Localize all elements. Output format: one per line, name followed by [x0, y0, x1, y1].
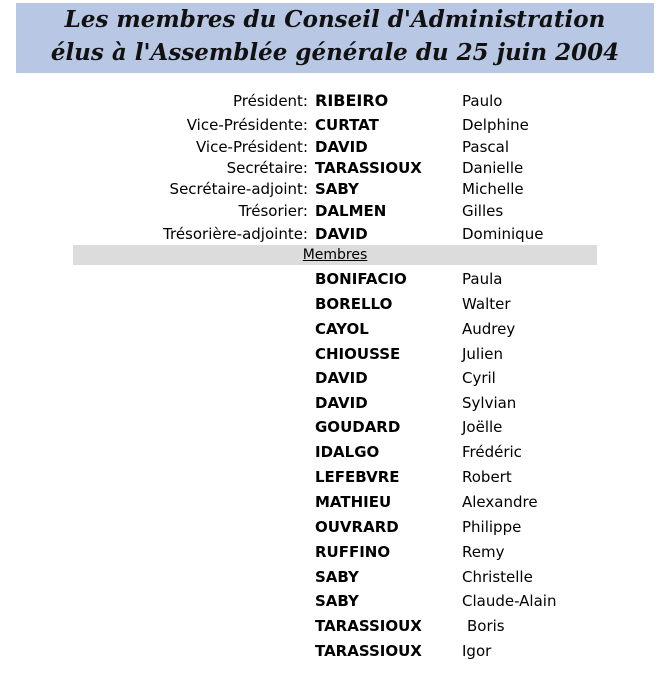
member-row [0, 343, 670, 365]
officer-firstname: Paulo [462, 92, 503, 110]
member-surname: DAVID [315, 369, 368, 387]
member-firstname: Christelle [462, 568, 533, 586]
member-row [0, 466, 670, 488]
officer-firstname: Michelle [462, 180, 524, 198]
member-firstname: Remy [462, 543, 505, 561]
member-surname: TARASSIOUX [315, 642, 422, 660]
officer-row [0, 157, 670, 179]
member-surname: SABY [315, 592, 359, 610]
officer-firstname: Delphine [462, 116, 529, 134]
officer-surname: DAVID [315, 138, 368, 156]
member-row [0, 566, 670, 588]
officer-firstname: Dominique [462, 225, 544, 243]
officer-role: Trésorière-adjointe: [163, 225, 308, 243]
officer-row [0, 223, 670, 245]
officer-row [0, 178, 670, 200]
officer-surname: TARASSIOUX [315, 159, 422, 177]
member-surname: OUVRARD [315, 518, 399, 536]
member-row [0, 491, 670, 513]
officer-surname: SABY [315, 180, 359, 198]
officer-firstname: Pascal [462, 138, 509, 156]
member-row [0, 416, 670, 438]
member-firstname: Cyril [462, 369, 496, 387]
member-firstname: Philippe [462, 518, 522, 536]
member-row [0, 268, 670, 290]
member-row [0, 367, 670, 389]
member-surname: IDALGO [315, 443, 380, 461]
document-header [16, 3, 654, 73]
header-title-line-1: Les membres du Conseil d'Administration [64, 6, 606, 33]
member-surname: TARASSIOUX [315, 617, 422, 635]
member-firstname: Robert [462, 468, 512, 486]
member-surname: RUFFINO [315, 543, 391, 561]
member-row [0, 516, 670, 538]
member-firstname: Alexandre [462, 493, 538, 511]
member-firstname: Sylvian [462, 394, 517, 412]
officer-role: Vice-Président: [195, 138, 308, 156]
member-surname: SABY [315, 568, 359, 586]
officer-surname: RIBEIRO [315, 91, 389, 110]
member-surname: GOUDARD [315, 418, 401, 436]
member-firstname: Julien [462, 345, 504, 363]
officer-row [0, 114, 670, 136]
member-firstname: Paula [462, 270, 503, 288]
member-firstname: Audrey [462, 320, 516, 338]
officer-row [0, 136, 670, 158]
member-firstname: Joëlle [462, 418, 503, 436]
officer-surname: CURTAT [315, 116, 379, 134]
member-row [0, 615, 670, 637]
officer-row [0, 90, 670, 112]
member-firstname: Frédéric [462, 443, 522, 461]
member-row [0, 441, 670, 463]
officer-surname: DAVID [315, 225, 368, 243]
member-surname: CHIOUSSE [315, 345, 401, 363]
officer-role: Secrétaire: [226, 159, 308, 177]
members-label: Membres [302, 247, 368, 263]
member-surname: MATHIEU [315, 493, 392, 511]
officer-firstname: Gilles [462, 202, 504, 220]
member-firstname: Claude-Alain [462, 592, 557, 610]
header-title-line-2: élus à l'Assemblée générale du 25 juin 2004 [50, 39, 620, 66]
officer-row [0, 200, 670, 222]
officer-role: Trésorier: [238, 202, 308, 220]
member-row [0, 541, 670, 563]
officer-role: Vice-Présidente: [186, 116, 308, 134]
member-surname: DAVID [315, 394, 368, 412]
member-row [0, 640, 670, 662]
members-section-header [73, 245, 597, 265]
member-row [0, 392, 670, 414]
member-surname: BONIFACIO [315, 270, 407, 288]
member-row [0, 590, 670, 612]
officer-role: Secrétaire-adjoint: [169, 180, 308, 198]
member-row [0, 318, 670, 340]
member-surname: LEFEBVRE [315, 468, 400, 486]
member-surname: BORELLO [315, 295, 393, 313]
member-row [0, 293, 670, 315]
member-surname: CAYOL [315, 320, 369, 338]
officer-surname: DALMEN [315, 202, 387, 220]
officer-role: Président: [232, 92, 308, 110]
member-firstname: Boris [467, 617, 505, 635]
member-firstname: Igor [462, 642, 492, 660]
member-firstname: Walter [462, 295, 511, 313]
officer-firstname: Danielle [462, 159, 524, 177]
